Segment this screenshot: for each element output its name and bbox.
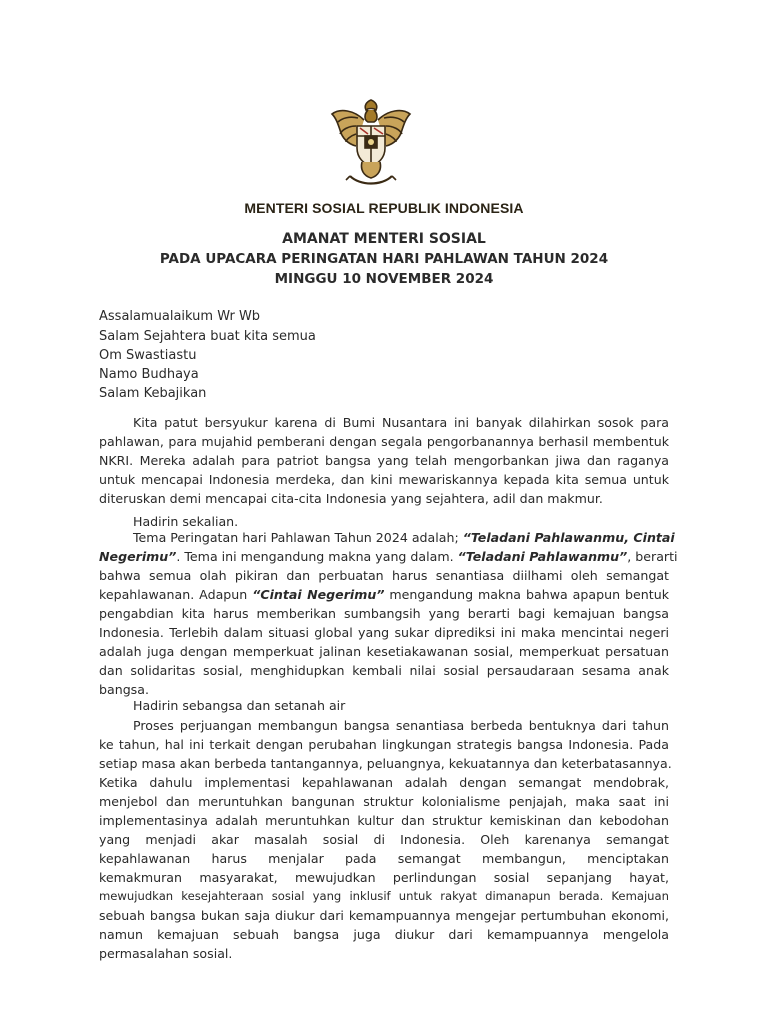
paragraph-line: yang menjadi akar masalah sosial di Indonesia. Oleh karenanya semangat	[99, 832, 669, 847]
greeting-line: Om Swastiastu	[99, 348, 197, 363]
paragraph-line: implementasinya adalah meruntuhkan kultur dan struktur kemiskinan dan kebodohan	[99, 813, 669, 828]
paragraph-1	[99, 413, 669, 508]
paragraph-line: Ketika dahulu implementasi kepahlawanan adalah dengan semangat mendobrak,	[99, 775, 669, 790]
paragraph-line: pahlawan, para mujahid pemberani dengan segala pengorbanannya berhasil membentuk	[99, 434, 669, 449]
paragraph-line: adalah juga dengan memperkuat jalinan kesetiakawanan sosial, memperkuat persatuan	[99, 644, 669, 659]
paragraph-line: Proses perjuangan membangun bangsa senantiasa berbeda bentuknya dari tahun	[133, 718, 669, 733]
paragraph-line: dan solidaritas sosial, menghidupkan kembali nilai sosial persaudaraan sesama anak	[99, 663, 669, 678]
paragraph-line: kemakmuran masyarakat, mewujudkan perlindungan sosial sepanjang hayat,	[99, 870, 669, 885]
paragraph-line: untuk mencapai Indonesia merdeka, dan kini mewariskannya kepada kita semua untuk	[99, 472, 669, 487]
speech-title: AMANAT MENTERI SOSIAL	[282, 231, 486, 247]
greeting-line: Namo Budhaya	[99, 367, 199, 382]
paragraph-line: ke tahun, hal ini terkait dengan perubahan lingkungan strategis bangsa Indonesia. Pada	[99, 737, 669, 752]
theme-text: “Teladani Pahlawanmu”	[457, 549, 628, 564]
paragraph-line: Negerimu”. Tema ini mengandung makna yang dalam. “Teladani Pahlawanmu”, berarti	[99, 549, 678, 564]
paragraph-3	[99, 716, 672, 963]
section-heading: Hadirin sekalian.	[133, 514, 239, 529]
theme-text: “Teladani Pahlawanmu, Cintai	[462, 530, 675, 545]
paragraph-line: kepahlawanan. Adapun “Cintai Negerimu” mengandung makna bahwa apapun bentuk	[99, 587, 669, 602]
greeting-line: Salam Kebajikan	[99, 386, 207, 401]
theme-text: “Cintai Negerimu”	[252, 587, 385, 602]
paragraph-line: setiap masa akan berbeda tantangannya, peluangnya, kekuatannya dan keterbatasannya.	[99, 756, 672, 771]
garuda-emblem-icon	[328, 96, 414, 192]
paragraph-line: NKRI. Mereka adalah para patriot bangsa yang telah mengorbankan jiwa dan raganya	[99, 453, 669, 468]
paragraph-line: diteruskan demi mencapai cita-cita Indonesia yang sejahtera, adil dan makmur.	[99, 491, 603, 506]
paragraph-line: Tema Peringatan hari Pahlawan Tahun 2024 adalah; “Teladani Pahlawanmu, Cintai	[133, 530, 675, 545]
section-heading: Hadirin sebangsa dan setanah air	[133, 698, 346, 713]
paragraph-2	[99, 528, 678, 699]
paragraph-line: kepahlawanan harus menjalar pada semangat membangun, menciptakan	[99, 851, 669, 866]
speech-occasion: PADA UPACARA PERINGATAN HARI PAHLAWAN TAHUN 2024	[159, 251, 609, 267]
theme-text: Negerimu”	[99, 549, 177, 564]
greeting-line: Assalamualaikum Wr Wb	[99, 309, 261, 324]
paragraph-line: Indonesia. Terlebih dalam situasi global yang sukar diprediksi ini maka mencintai negeri	[99, 625, 669, 640]
greeting-line: Salam Sejahtera buat kita semua	[99, 329, 316, 344]
paragraph-line: Kita patut bersyukur karena di Bumi Nusantara ini banyak dilahirkan sosok para	[133, 415, 669, 430]
speech-date: MINGGU 10 NOVEMBER 2024	[274, 271, 494, 287]
paragraph-line: menjebol dan meruntuhkan bangunan struktur kolonialisme penjajah, maka saat ini	[99, 794, 669, 809]
paragraph-line: mewujudkan kesejahteraan sosial yang inklusif untuk rakyat dimanapun berada. Kemajuan	[99, 889, 669, 903]
paragraph-line: permasalahan sosial.	[99, 946, 233, 961]
paragraph-line: bahwa semua olah pikiran dan perbuatan harus senantiasa diilhami oleh semangat	[99, 568, 669, 583]
paragraph-line: pengabdian kita harus memberikan sumbangsih yang berarti bagi kemajuan bangsa	[99, 606, 669, 621]
paragraph-line: namun kemajuan sebuah bangsa juga diukur dari kemampuannya mengelola	[99, 927, 669, 942]
ministry-heading: MENTERI SOSIAL REPUBLIK INDONESIA	[244, 200, 524, 216]
paragraph-line: bangsa.	[99, 682, 149, 697]
paragraph-line: sebuah bangsa bukan saja diukur dari kemampuannya mengejar pertumbuhan ekonomi,	[99, 908, 669, 923]
